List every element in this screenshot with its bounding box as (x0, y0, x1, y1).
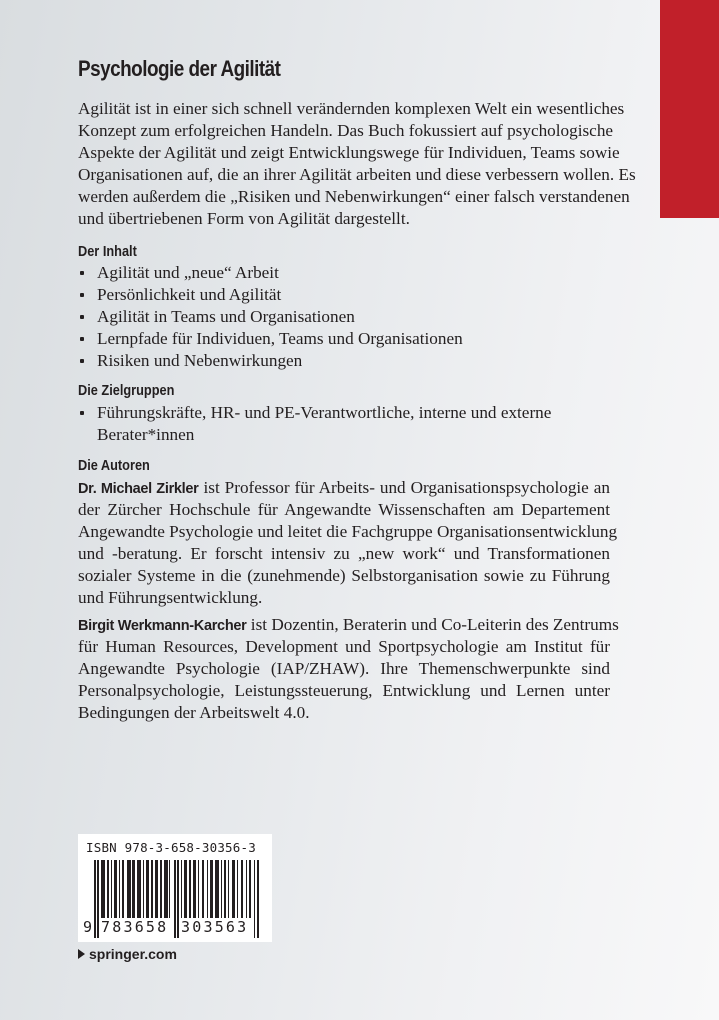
contents-list (78, 262, 610, 372)
isbn-barcode-box (78, 834, 272, 942)
list-item: Agilität in Teams und Organisationen (78, 306, 610, 328)
publisher-link[interactable] (78, 946, 177, 962)
intro-line: Aspekte der Agilität und zeigt Entwicklungswege für Individuen, Teams sowie (78, 143, 620, 162)
author-bio-line: Birgit Werkmann-Karcher ist Dozentin, Beraterin und Co-Leiterin des Zentrums (78, 615, 619, 634)
author-bio-line: sozialer Systeme in die (zunehmende) Selbstorganisation sowie zu Führung (78, 566, 610, 585)
author-bio-line: Personalpsychologie, Leistungssteuerung, Entwicklung und Lernen unter (78, 681, 610, 700)
author-bio-line: Angewandte Psychologie (IAP/ZHAW). Ihre Themenschwerpunkte sind (78, 659, 610, 678)
author-bio-line: und Führungsentwicklung. (78, 588, 263, 607)
book-title: Psychologie der Agilität (78, 56, 281, 81)
author-name: Birgit Werkmann-Karcher (78, 618, 247, 634)
list-item: Führungskräfte, HR- und PE-Verantwortliche, interne und externe (78, 402, 610, 424)
isbn-label: ISBN 978-3-658-30356-3 (86, 840, 256, 855)
author-bio-line: Dr. Michael Zirkler ist Professor für Arbeits- und Organisationspsychologie an (78, 478, 610, 497)
red-accent-tab (660, 0, 719, 218)
author-bio-line: und -beratung. Er forscht intensiv zu „new work“ und Transformationen (78, 544, 610, 563)
intro-line: Agilität ist in einer sich schnell verändernden komplexen Welt ein wesentliches (78, 99, 625, 118)
author-bio-line: Angewandte Psychologie und leitet die Fachgruppe Organisationsentwicklung (78, 522, 618, 541)
bullet-icon (80, 293, 84, 297)
audience-heading: Die Zielgruppen (78, 383, 175, 399)
bullet-icon (80, 337, 84, 341)
list-item: Agilität und „neue“ Arbeit (78, 262, 610, 284)
list-item-continuation: Berater*innen (97, 425, 195, 444)
author-bio-line: der Zürcher Hochschule für Angewandte Wissenschaften am Departement (78, 500, 610, 519)
publisher-link-text[interactable]: springer.com (89, 946, 177, 962)
list-item: Persönlichkeit und Agilität (78, 284, 610, 306)
author-name: Dr. Michael Zirkler (78, 481, 199, 497)
list-item: Risiken und Nebenwirkungen (78, 350, 610, 372)
intro-line: Konzept zum erfolgreichen Handeln. Das Buch fokussiert auf psychologische (78, 121, 614, 140)
intro-line: und übertriebenen Form von Agilität dargestellt. (78, 209, 410, 228)
author-bio-line: für Human Resources, Development und Sportpsychologie am Institut für (78, 637, 610, 656)
barcode-digits-right: 303563 (181, 918, 249, 936)
bullet-icon (80, 359, 84, 363)
bullet-icon (80, 411, 84, 415)
play-arrow-icon (78, 949, 85, 959)
intro-line: werden außerdem die „Risiken und Nebenwirkungen“ einer falsch verstandenen (78, 187, 630, 206)
barcode-digits-left: 783658 (101, 918, 169, 936)
authors-heading: Die Autoren (78, 458, 150, 474)
author-bio-werkmann-karcher (78, 614, 619, 724)
author-bio-zirkler (78, 477, 618, 609)
intro-line: Organisationen auf, die an ihrer Agilität arbeiten und diese verbessern wollen. Es (78, 165, 636, 184)
contents-heading: Der Inhalt (78, 244, 137, 260)
intro-paragraph (78, 98, 636, 230)
audience-list (78, 402, 610, 446)
author-bio-line: Bedingungen der Arbeitswelt 4.0. (78, 703, 310, 722)
barcode-digit-first: 9 (83, 918, 95, 936)
bullet-icon (80, 315, 84, 319)
bullet-icon (80, 271, 84, 275)
list-item: Lernpfade für Individuen, Teams und Organisationen (78, 328, 610, 350)
